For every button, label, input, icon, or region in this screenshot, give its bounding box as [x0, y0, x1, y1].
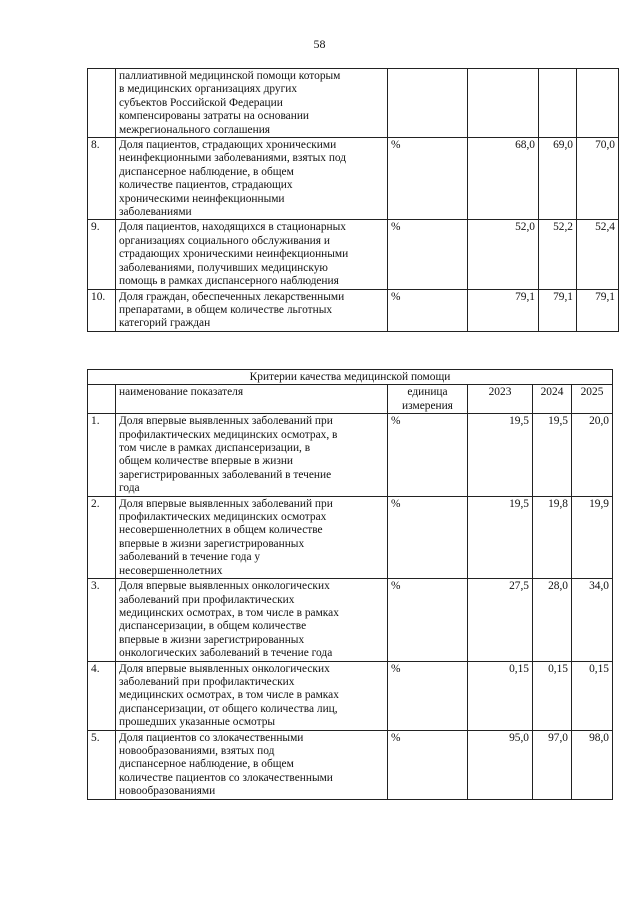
table-row [88, 730, 613, 799]
value-2023: 68,0 [468, 138, 539, 220]
indicator-name-line: несовершеннолетних в общем количестве [119, 524, 323, 537]
indicator-name-line: диспансерное наблюдение, в общем [119, 758, 294, 771]
row-number [88, 69, 116, 138]
row-number: 4. [88, 661, 116, 730]
value-2025: 34,0 [572, 579, 613, 661]
indicator-name-line: диспансеризации, в общем количестве [119, 620, 307, 633]
indicator-name-line: компенсированы затраты на основании [119, 110, 310, 123]
value-2025: 0,15 [572, 661, 613, 730]
table-row [88, 496, 613, 578]
indicator-name-line: организациях социального обслуживания и [119, 234, 330, 247]
table-row [88, 69, 619, 138]
table-header-row [88, 385, 613, 414]
value-2025: 20,0 [572, 414, 613, 496]
value-2024: 97,0 [533, 730, 572, 799]
value-2023: 95,0 [468, 730, 533, 799]
indicator-name-line: заболеваний при профилактических [119, 593, 295, 606]
indicator-name-line: хроническими неинфекционными [119, 192, 285, 205]
value-2025: 98,0 [572, 730, 613, 799]
unit-cell: % [388, 138, 468, 220]
value-2024: 19,8 [533, 496, 572, 578]
unit-cell: % [388, 414, 468, 496]
header-2023: 2023 [468, 385, 533, 414]
indicator-name-line: Доля пациентов, находящихся в стационарных [119, 221, 346, 234]
header-2024: 2024 [533, 385, 572, 414]
indicator-name-line: диспансерное наблюдение, в общем [119, 165, 294, 178]
value-2023: 0,15 [468, 661, 533, 730]
value-2025: 70,0 [577, 138, 619, 220]
indicator-name-line: категорий граждан [119, 317, 211, 330]
value-2023: 79,1 [468, 289, 539, 331]
unit-cell: % [388, 730, 468, 799]
header-unit-line: единица [407, 386, 448, 399]
indicator-name-line: прошедших указанные осмотры [119, 716, 276, 729]
indicator-name [116, 220, 388, 289]
indicator-name-line: помощь в рамках диспансерного наблюдения [119, 275, 339, 288]
indicator-name-line: заболеваниями, получивших медицинскую [119, 261, 328, 274]
unit-cell: % [388, 289, 468, 331]
value-2024 [539, 69, 577, 138]
quality-criteria-table [87, 369, 613, 800]
table-title: Критерии качества медицинской помощи [88, 370, 613, 385]
table-row [88, 220, 619, 289]
table-row [88, 289, 619, 331]
indicators-table-continued [87, 68, 619, 332]
value-2024: 0,15 [533, 661, 572, 730]
table-title-row [88, 370, 613, 385]
indicator-name-line: в медицинских организациях других [119, 83, 298, 96]
table-row [88, 661, 613, 730]
row-number: 5. [88, 730, 116, 799]
indicator-name-line: профилактических медицинских осмотрах [119, 511, 327, 524]
indicator-name [116, 289, 388, 331]
value-2024: 28,0 [533, 579, 572, 661]
value-2025: 19,9 [572, 496, 613, 578]
indicator-name-line: онкологических заболеваний в течение года [119, 647, 333, 660]
indicator-name [116, 579, 388, 661]
indicator-name-line: количестве пациентов со злокачественными [119, 771, 333, 784]
indicator-name-line: количестве пациентов, страдающих [119, 179, 293, 192]
indicator-name [116, 661, 388, 730]
indicator-name-line: заболеваний в течение года у [119, 551, 261, 564]
unit-cell: % [388, 661, 468, 730]
value-2023: 52,0 [468, 220, 539, 289]
indicator-name-line: впервые в жизни зарегистрированных [119, 537, 305, 550]
value-2024: 52,2 [539, 220, 577, 289]
indicator-name [116, 730, 388, 799]
indicator-name-line: Доля впервые выявленных онкологических [119, 580, 330, 593]
unit-cell: % [388, 496, 468, 578]
unit-cell [388, 69, 468, 138]
header-num [88, 385, 116, 414]
indicator-name-line: новообразованиями, взятых под [119, 744, 275, 757]
indicator-name-line: диспансеризации, от общего количества лиц, [119, 702, 338, 715]
row-number: 9. [88, 220, 116, 289]
indicator-name [116, 138, 388, 220]
indicator-name-line: заболеваниями [119, 206, 192, 219]
indicator-name-line: несовершеннолетних [119, 564, 223, 577]
indicator-name-line: заболеваний при профилактических [119, 675, 295, 688]
indicator-name [116, 69, 388, 138]
indicator-name-line: неинфекционными заболеваниями, взятых под [119, 152, 347, 165]
indicator-name-line: зарегистрированных заболеваний в течение [119, 468, 332, 481]
value-2025 [577, 69, 619, 138]
indicator-name-line: Доля пациентов, страдающих хроническими [119, 139, 337, 152]
indicator-name-line: субъектов Российской Федерации [119, 96, 283, 109]
table-row [88, 414, 613, 496]
indicator-name-line: Доля впервые выявленных заболеваний при [119, 497, 333, 510]
value-2024: 19,5 [533, 414, 572, 496]
table-row [88, 138, 619, 220]
row-number: 8. [88, 138, 116, 220]
value-2023: 19,5 [468, 414, 533, 496]
unit-cell: % [388, 220, 468, 289]
indicator-name-line: межрегионального соглашения [119, 123, 271, 136]
indicator-name-line: профилактических медицинских осмотрах, в [119, 428, 338, 441]
indicator-name-line: общем количестве впервые в жизни [119, 455, 294, 468]
indicator-name-line: Доля впервые выявленных онкологических [119, 662, 330, 675]
value-2023: 27,5 [468, 579, 533, 661]
row-number: 2. [88, 496, 116, 578]
indicator-name-line: новообразованиями [119, 785, 216, 798]
row-number: 3. [88, 579, 116, 661]
value-2023 [468, 69, 539, 138]
indicator-name-line: Доля впервые выявленных заболеваний при [119, 415, 333, 428]
value-2023: 19,5 [468, 496, 533, 578]
indicator-name-line: года [119, 482, 140, 495]
value-2024: 79,1 [539, 289, 577, 331]
header-name: наименование показателя [116, 385, 388, 414]
value-2025: 52,4 [577, 220, 619, 289]
unit-cell: % [388, 579, 468, 661]
indicator-name [116, 414, 388, 496]
indicator-name-line: препаратами, в общем количестве льготных [119, 303, 333, 316]
indicator-name [116, 496, 388, 578]
indicator-name-line: медицинских осмотрах, в том числе в рамках [119, 689, 339, 702]
row-number: 10. [88, 289, 116, 331]
indicator-name-line: том числе в рамках диспансеризации, в [119, 442, 311, 455]
page-number: 58 [313, 37, 326, 51]
header-2025: 2025 [572, 385, 613, 414]
value-2025: 79,1 [577, 289, 619, 331]
header-unit [388, 385, 468, 414]
indicator-name-line: страдающих хроническими неинфекционными [119, 248, 349, 261]
indicator-name-line: паллиативной медицинской помощи которым [119, 70, 341, 82]
value-2024: 69,0 [539, 138, 577, 220]
indicator-name-line: медицинских осмотрах, в том числе в рамках [119, 606, 339, 619]
indicator-name-line: Доля граждан, обеспеченных лекарственными [119, 290, 345, 303]
indicator-name-line: Доля пациентов со злокачественными [119, 731, 304, 744]
row-number: 1. [88, 414, 116, 496]
indicator-name-line: впервые в жизни зарегистрированных [119, 633, 305, 646]
table-row [88, 579, 613, 661]
header-unit-line: измерения [402, 399, 453, 412]
